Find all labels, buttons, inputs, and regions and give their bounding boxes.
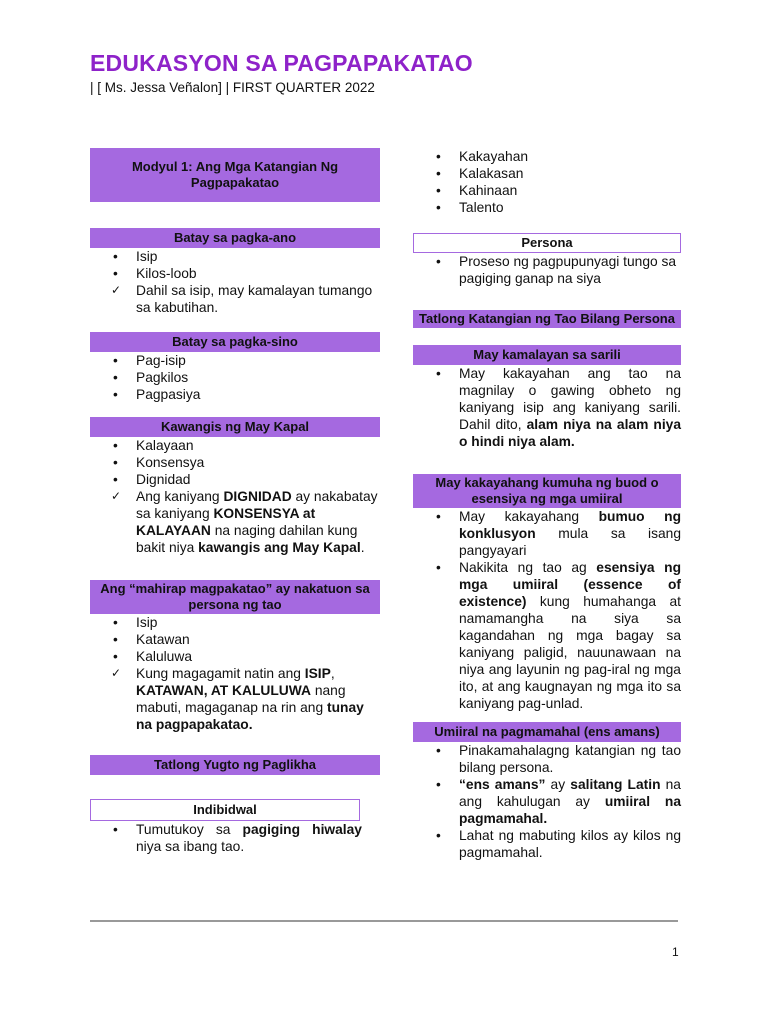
bold-text: salitang Latin (570, 777, 661, 792)
list-item: • Konsensya (90, 454, 380, 471)
list-kawangis (90, 437, 380, 556)
text: . (360, 540, 365, 555)
modyul-heading: Modyul 1: Ang Mga Katangian Ng Pagpapakatao (90, 148, 380, 202)
list-item: • Kaluluwa (90, 648, 380, 665)
section-heading-kawangis: Kawangis ng May Kapal (90, 417, 380, 437)
list-pagka-ano (90, 248, 380, 316)
section-heading-esensiya: May kakayahang kumuha ng buod o esensiya ng mga umiiral (413, 474, 681, 508)
text: Ang kaniyang (136, 489, 224, 504)
section-heading-ens-amans: Umiiral na pagmamahal (ens amans) (413, 722, 681, 742)
text: mula sa isang pangyayari (459, 526, 681, 558)
bold-text: pagiging hiwalay (242, 822, 362, 837)
text: ay (545, 777, 571, 792)
bold-text: “ens amans” (459, 777, 546, 792)
list-item: • Isip (90, 248, 380, 265)
check-item: ✓ Dahil sa isip, may kamalayan tumango sa kabutihan. (90, 282, 380, 316)
bold-text: tunay na pagpapakatao. (136, 700, 364, 732)
text: Tumutukoy sa (136, 822, 243, 837)
section-heading-kamalayan: May kamalayan sa sarili (413, 345, 681, 365)
page-number: 1 (672, 945, 679, 959)
list-item: • Pagpasiya (90, 386, 380, 403)
section-heading-yugto: Tatlong Yugto ng Paglikha (90, 755, 380, 775)
bold-text: esensiya ng mga umiiral (essence of existence) (459, 560, 681, 609)
section-heading-persona: Persona (413, 233, 681, 253)
section-heading-indibidwal: Indibidwal (90, 799, 360, 821)
right-column (413, 148, 681, 861)
list-esensiya (413, 508, 681, 712)
text: nang mabuti, magaganap na rin ang (136, 683, 346, 715)
text: na ang kahulugan ay (459, 777, 681, 809)
text: ay nakabatay sa kaniyang (136, 489, 378, 521)
text: May kakayahan ang tao na magnilay o gawing obheto ng kaniyang isip ang kaniyang sarili. Dahil dito, (459, 366, 681, 432)
list-item (90, 821, 362, 855)
list-item: • Kalakasan (413, 165, 681, 182)
text: niya sa ibang tao. (136, 839, 245, 854)
list-item: • Lahat ng mabuting kilos ay kilos ng pagmamahal. (413, 827, 681, 861)
list-item: • Kalayaan (90, 437, 380, 454)
section-heading-tatlong-katangian: Tatlong Katangian ng Tao Bilang Persona (413, 310, 681, 328)
list-item: • Dignidad (90, 471, 380, 488)
left-column (90, 148, 380, 855)
text: kung humahanga at namamangha na siya sa kagandahan ng mga bagay sa kaniyang paligid, nauunawaan na niya ang layunin ng pag-iral ng mga ito, at ang kaugnayan ng mga ito sa kaniyang pag-unlad. (459, 594, 681, 711)
text: , (330, 666, 335, 681)
list-item: • Kahinaan (413, 182, 681, 199)
list-ens-amans (413, 742, 681, 861)
list-item: • Talento (413, 199, 681, 216)
bold-text: KATAWAN, AT KALULUWA (136, 683, 311, 698)
section-heading-mahirap: Ang “mahirap magpakatao” ay nakatuon sa persona ng tao (90, 580, 380, 614)
list-item: • Kakayahan (413, 148, 681, 165)
page-title: EDUKASYON SA PAGPAPAKATAO (90, 50, 473, 76)
list-item: • Kilos-loob (90, 265, 380, 282)
list-item (413, 559, 681, 712)
page-subtitle: | [ Ms. Jessa Veñalon] | FIRST QUARTER 2022 (90, 80, 375, 95)
list-persona (413, 253, 681, 287)
list-item (413, 365, 681, 450)
bold-text: ISIP (304, 666, 331, 681)
footer-divider (90, 920, 678, 922)
bold-text: alam niya na alam niya o hindi niya alam. (459, 417, 681, 449)
text: Nakikita ng tao ag (459, 560, 597, 575)
list-item: • Pag-isip (90, 352, 380, 369)
list-item: • Isip (90, 614, 380, 631)
section-heading-pagka-sino: Batay sa pagka-sino (90, 332, 380, 352)
list-item: • Proseso ng pagpupunyagi tungo sa pagiging ganap na siya (413, 253, 681, 287)
bold-text: KONSENSYA at KALAYAAN (136, 506, 316, 538)
list-item: • Pagkilos (90, 369, 380, 386)
list-item: • Katawan (90, 631, 380, 648)
bold-text: DIGNIDAD (223, 489, 292, 504)
list-item: • Pinakamahalagng katangian ng tao bilang persona. (413, 742, 681, 776)
list-indibidwal (90, 821, 362, 855)
list-item (413, 776, 681, 827)
list-pagka-sino (90, 352, 380, 403)
text: na naging dahilan kung bakit niya (136, 523, 358, 555)
text: Kung magagamit natin ang (136, 666, 305, 681)
list-top-items (413, 148, 681, 216)
check-item (90, 488, 380, 556)
text: May kakayahang (459, 509, 599, 524)
section-heading-pagka-ano: Batay sa pagka-ano (90, 228, 380, 248)
list-item (413, 508, 681, 559)
bold-text: kawangis ang May Kapal (198, 540, 361, 555)
bold-text: umiiral na pagmamahal. (459, 794, 681, 826)
list-kamalayan (413, 365, 681, 450)
bold-text: bumuo ng konklusyon (459, 509, 682, 541)
check-item (90, 665, 380, 733)
list-mahirap (90, 614, 380, 733)
